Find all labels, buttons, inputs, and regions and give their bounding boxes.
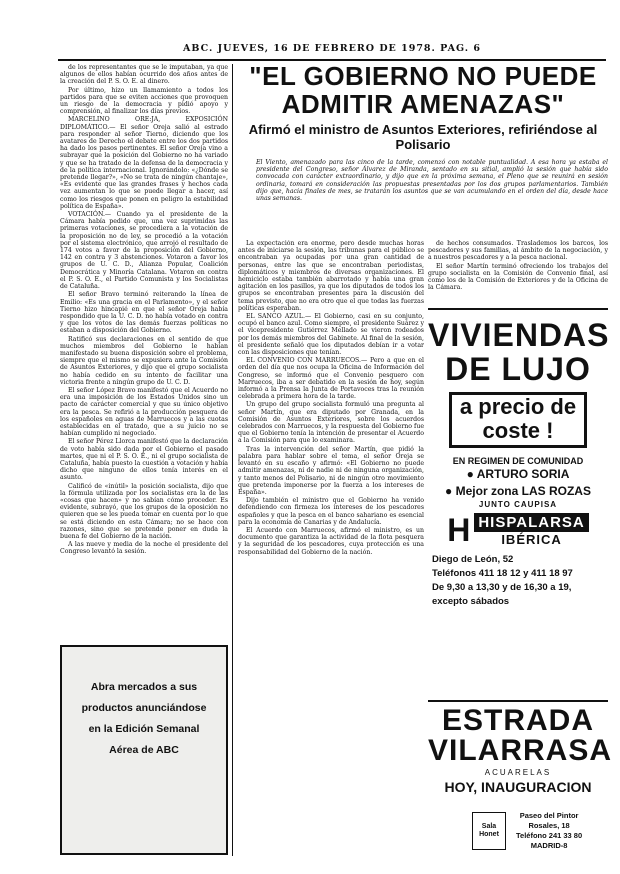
promo-line: productos anunciándose bbox=[81, 702, 207, 714]
exhibit-event: HOY, INAUGURACION bbox=[444, 779, 592, 795]
left-column bbox=[60, 64, 228, 634]
left-paragraph: MARCELINO ORE:JA, EXPOSICIÓN DIPLOMÁTICO.— El señor Oreja salió al estrado para responder al señor Tierno, diciendo que los avatares de Derecho el debate entre los dos partidos ha dado los pasos pertinentes. El señor Oreja vino a subrayar que la posición del Gobierno no ha variado y que se ha tratado de la defensa de la democracia y de la política internacional. Ignorándolo: «¿Dónde se pretende llegar?», «No se trata de ningún chantaje», «Es evidente que las grandes frases y hechos cada vez aumentan lo que se puede llegar a hacer, así como los riesgos que ponen en peligro la estabilidad política de España». bbox=[60, 116, 228, 210]
logo-mark-icon: H bbox=[447, 512, 471, 548]
article-column-right bbox=[428, 240, 608, 306]
location-label: ARTURO SORIA bbox=[476, 467, 570, 481]
article-paragraph: El Acuerdo con Marruecos, afirmó el ministro, es un documento que garantiza la actividad de la flota pesquera y la seguridad de los pescadores, cuya protección es una responsabilidad del Gobierno de la nación. bbox=[238, 526, 424, 556]
ad-divider bbox=[428, 700, 608, 702]
headline-line-2: ADMITIR AMENAZAS" bbox=[281, 89, 565, 119]
location-item bbox=[428, 483, 608, 500]
left-paragraph: de los representantes que se le imputaban, ya que algunos de ellos habían ocurrido dos años antes de la creación del P. S. O. E. al dinero. bbox=[60, 64, 228, 86]
main-headline bbox=[238, 62, 608, 152]
promo-line: Aérea de ABC bbox=[109, 744, 179, 756]
left-paragraph: Calificó de «inútil» la posición socialista, dijo que la fórmula utilizada por los socialistas era la de las «cosas que hacen» y no sabían cómo proceder. Es evidente, subrayó, que los grupos de la oposición no quieren que se les pueda tomar en cuenta por lo que se está diciendo en esta Cámara; no se hace con razones, sino que se pretende poner en duda la buena fe del Gobierno de la nación. bbox=[60, 482, 228, 540]
article-paragraph: Tras la intervención del señor Martín, que pidió la palabra para hablar sobre el tema, el señor Oreja se levantó en su escaño y afirmó: «El Gobierno no puede admitir amenazas, ni de nadie ni de ninguna organización, y tanto menos del Polisario, ni de ningún otro movimiento que pretenda imponerse por la fuerza a los intereses de España». bbox=[238, 445, 424, 496]
price-line-1: a precio de bbox=[459, 394, 577, 419]
logo-name: HISPALARSA bbox=[474, 513, 588, 532]
left-paragraph: El señor Bravo terminó reiterando la línea de Emilio: «Es una gracia en el Parlamento», y el señor Tierno hizo hincapié en que el señor Oreja había respondido que la U. C. D. no había votado en contra y que los votos de las demás fuerzas políticas no estaban a disposición del Gobierno. bbox=[60, 291, 228, 335]
logo-subtitle: IBÉRICA bbox=[501, 532, 562, 547]
weekly-edition-promo bbox=[60, 645, 228, 855]
gallery-city: MADRID-8 bbox=[530, 841, 568, 850]
except-line: excepto sábados bbox=[432, 596, 510, 607]
ad-estrada-vilarrasa bbox=[428, 704, 613, 856]
exhibit-subtitle: ACUARELAS bbox=[484, 768, 552, 777]
left-paragraph: VOTACIÓN.— Cuando ya el presidente de la Cámara había pedido que, una vez suprimidas las primeras votaciones, se procediera a la votación de la proposición no de ley, se procedió a la votación por el sistema electrónico, que arrojó el resultado de 174 votos a favor de la proposición del Gobierno, 142 en contra y 3 abstenciones. Votaron a favor los grupos de U. C. D., Alianza Popular, Coalición Democrática y Minoría Catalana. Votaron en contra el P. S. O. E., el Partido Comunista y los Socialistas de Cataluña. bbox=[60, 211, 228, 291]
exhibit-title-2: VILARRASA bbox=[428, 734, 613, 767]
ad-address bbox=[428, 553, 608, 609]
page-header bbox=[58, 43, 606, 61]
page-header-text: ABC. JUEVES, 16 DE FEBRERO DE 1978. PAG. 6 bbox=[183, 43, 481, 54]
headline-line-1: "EL GOBIERNO NO PUEDE bbox=[249, 61, 597, 91]
left-paragraph: El señor López Bravo manifestó que el Acuerdo no era una imposición de los Estados Unidos sino un pacto de carácter comercial y que su único objetivo era la pesca. Se refirió a la producción pesquera de los españoles en aguas de Marruecos y a las cuotas establecidas en el tratado, que a su juicio no se habían cumplido ni negociado. bbox=[60, 386, 228, 438]
article-intro: El Viento, amenazado para las cinco de la tarde, comenzó con notable puntualidad. A esa hora ya estaba el presidente del Congreso, señor Álvarez de Miranda, sentado en su sitial, amplió la sesión que había sido convocada con carácter extraordinario, y dijo que en la próxima semana, el Pleno que se reunirá en sesión ordinaria, tomará en consideración las propuestas presentadas por los dos grupos parlamentarios. También dijo que, hacia finales de mes, se tratarán los asuntos que se van acumulando en el orden del día, desde hace unas semanas. bbox=[256, 159, 608, 203]
hours-line: De 9,30 a 13,30 y de 16,30 a 19, bbox=[432, 582, 572, 593]
exclamation-glyph: ! bbox=[540, 418, 554, 443]
gallery-address-line: Paseo del Pintor bbox=[519, 811, 579, 820]
hispalarsa-logo bbox=[428, 513, 608, 547]
exhibit-title-1: ESTRADA bbox=[441, 704, 594, 737]
ad-heading-line-2: DE LUJO bbox=[445, 351, 591, 387]
article-paragraph: La expectación era enorme, pero desde muchas horas antes de iniciarse la sesión, las tribunas para el público se encontraban ya ocupadas por una gran cantidad de personas, entre las que se encontraban periodistas, diplomáticos y miembros de diversas organizaciones. El hemiciclo estaba también abarrotado y había una gran agitación en los pasillos, ya que los diputados de todos los grupos se encontraban presentes para la discusión del tema previsto, que no era otro que el que todas las fuerzas políticas esperaban. bbox=[238, 240, 424, 312]
article-paragraph: Un grupo del grupo socialista formuló una pregunta al señor Martín, que era diputado por Granada, en la Comisión de Asuntos Exteriores, sobre los acuerdos celebrados con Marruecos, y la respuesta del Gobierno fue que el Gobierno tenía la intención de presentar el Acuerdo a la Comisión para que lo examinara. bbox=[238, 401, 424, 445]
ad-viviendas-de-lujo bbox=[428, 318, 608, 698]
location-label: Mejor zona LAS ROZAS bbox=[455, 484, 591, 498]
ad-heading-line-1: VIVIENDAS bbox=[428, 317, 610, 353]
gallery-address-line: Rosales, 18 bbox=[528, 821, 570, 830]
article-column-main bbox=[238, 240, 424, 860]
article-paragraph: de hechos consumados. Traslademos los barcos, los pescadores y sus familias, al ámbito de la negociación, y a nuestros pescadores y a la pesca nacional. bbox=[428, 240, 608, 262]
ad-divider bbox=[428, 308, 608, 310]
left-paragraph: A las nueve y media de la noche el presidente del Congreso levantó la sesión. bbox=[60, 541, 228, 556]
price-line-2: coste bbox=[482, 418, 541, 443]
left-paragraph: Ratificó sus declaraciones en el sentido de que muchos miembros del Gobierno le habían manifestado su buena disposición sobre el problema, siempre que el mismo se expusiera ante la Comisión de Asuntos Exteriores, y dijo que el grupo socialista no había cedido en su intento de facilitar una victoria frente a ningún grupo de U. C. D. bbox=[60, 335, 228, 386]
partner-text: JUNTO CAUPISA bbox=[478, 500, 558, 509]
article-paragraph: EL CONVENIO CON MARRUECOS.— Pero a que en el orden del día que nos ocupa la Oficina de Información del Congreso, se informó que el Convenio pesquero con Marruecos, iba a ser debatido en la sesión de hoy, según informó a la Prensa la Junta de Portavoces tras la reunión celebrada a primera hora de la tarde. bbox=[238, 357, 424, 401]
gallery-phone: Teléfono 241 33 80 bbox=[516, 831, 583, 840]
address-line: Diego de León, 52 bbox=[432, 554, 514, 565]
article-paragraph: El señor Martín terminó ofreciendo los trabajos del grupo socialista en la Comisión de Convenio final, así como los de la Comisión de Exteriores y de la Oficina de la Cámara. bbox=[428, 262, 608, 292]
price-line-2-wrap bbox=[460, 419, 576, 443]
bullet-icon: ● bbox=[445, 484, 456, 498]
headline-subhead: Afirmó el ministro de Asuntos Exteriores, refiriéndose al Polisario bbox=[248, 122, 598, 152]
promo-line: Abra mercados a sus bbox=[90, 681, 198, 693]
column-divider bbox=[232, 64, 233, 856]
promo-line: en la Edición Semanal bbox=[88, 723, 200, 735]
price-box bbox=[449, 392, 587, 448]
left-paragraph: El señor Pérez Llorca manifestó que la declaración de voto había sido dada por el Gobierno el pasado martes, que ni el P. S. O. E., ni el grupo socialista de Cataluña, había puesto la cuestión a votación y había dicho que ninguno de ellos tenía interés en el asunto. bbox=[60, 438, 228, 482]
exhibit-footer bbox=[428, 811, 608, 851]
left-paragraph: Por último, hizo un llamamiento a todos los partidos para que se eviten acciones que provoquen un riesgo de la democracia y pidió apoyo y comprensión, al finalizar los días previos. bbox=[60, 86, 228, 116]
location-item bbox=[428, 466, 608, 483]
phone-line: Teléfonos 411 18 12 y 411 18 97 bbox=[432, 568, 573, 579]
article-paragraph: Dijo también el ministro que el Gobierno ha venido defendiendo con firmeza los intereses de los pescadores españoles y que la pesca en el banco sahariano es esencial para la economía de Canarias y de Andalucía. bbox=[238, 497, 424, 526]
article-paragraph: EL SANCO AZUL.— El Gobierno, casi en su conjunto, ocupó el banco azul. Como siempre, el presidente Suárez y el vicepresidente Gutiérrez Mellado se vieron rodeados por los demás miembros del Gabinete. Al final de la sesión, el presidente señaló que los diputados debían ir a votar con las disposiciones que tenían. bbox=[238, 313, 424, 357]
bullet-icon: ● bbox=[466, 467, 477, 481]
gallery-address bbox=[516, 811, 582, 851]
regime-text: EN REGIMEN DE COMUNIDAD bbox=[452, 456, 584, 466]
gallery-seal-icon: Sala Honet bbox=[472, 812, 506, 850]
